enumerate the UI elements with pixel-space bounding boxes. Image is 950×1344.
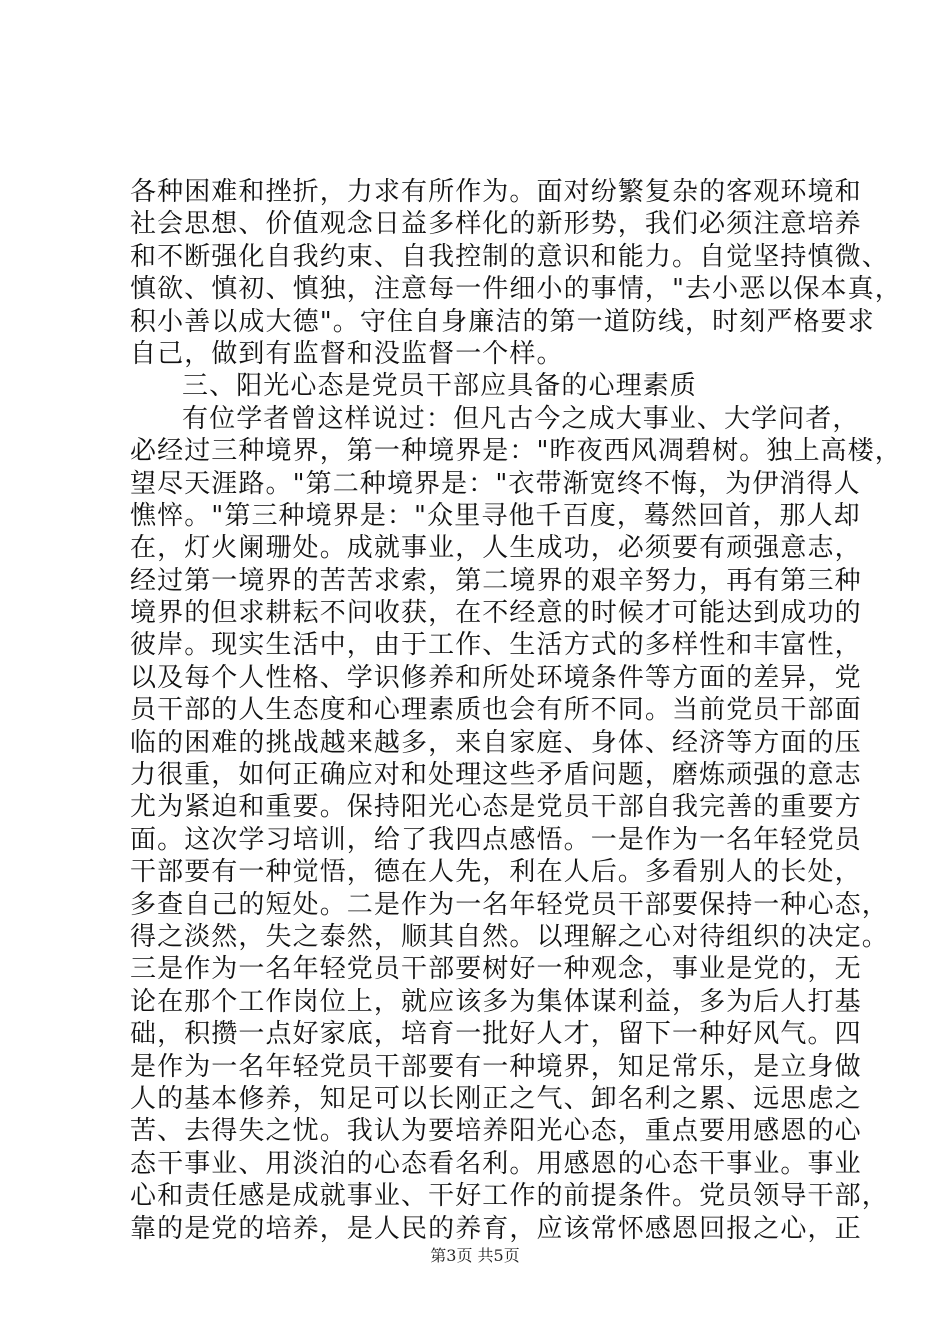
text-line: 慎欲、慎初、慎独，注意每一件细小的事情，"去小恶以保本真， [130, 274, 902, 305]
section-heading: 三、阳光心态是党员干部应具备的心理素质 [182, 371, 697, 402]
text-line: 憔悴。"第三种境界是："众里寻他千百度，蓦然回首，那人却 [130, 500, 861, 531]
text-line: 靠的是党的培养，是人民的养育，应该常怀感恩回报之心，正 [130, 1213, 862, 1244]
text-line: 干部要有一种觉悟，德在人先，利在人后。多看别人的长处， [130, 857, 862, 888]
text-line: 是作为一名年轻党员干部要有一种境界，知足常乐，是立身做 [130, 1051, 862, 1082]
text-line: 经过第一境界的苦苦求索，第二境界的艰辛努力，再有第三种 [130, 565, 862, 596]
text-line: 彼岸。现实生活中，由于工作、生活方式的多样性和丰富性， [130, 630, 862, 661]
text-line: 自己，做到有监督和没监督一个样。 [130, 338, 564, 369]
text-line: 各种困难和挫折，力求有所作为。面对纷繁复杂的客观环境和 [130, 177, 862, 207]
text-line: 面。这次学习培训，给了我四点感悟。一是作为一名年轻党员 [130, 824, 862, 855]
text-line: 社会思想、价值观念日益多样化的新形势，我们必须注意培养 [130, 209, 862, 240]
text-line: 和不断强化自我约束、自我控制的意识和能力。自觉坚持慎微、 [130, 241, 889, 272]
text-line: 多查自己的短处。二是作为一名年轻党员干部要保持一种心态， [130, 889, 889, 920]
text-line: 态干事业、用淡泊的心态看名利。用感恩的心态干事业。事业 [130, 1148, 862, 1179]
text-line: 必经过三种境界，第一种境界是："昨夜西风凋碧树。独上高楼， [130, 436, 902, 467]
text-line: 心和责任感是成就事业、干好工作的前提条件。党员领导干部， [130, 1181, 889, 1212]
text-line: 有位学者曾这样说过：但凡古今之成大事业、大学问者， [182, 403, 860, 434]
text-line: 力很重，如何正确应对和处理这些矛盾问题，磨炼顽强的意志 [130, 760, 862, 791]
text-line: 三是作为一名年轻党员干部要树好一种观念，事业是党的，无 [130, 954, 862, 985]
text-line: 人的基本修养，知足可以长刚正之气、卸名利之累、远思虑之 [130, 1083, 862, 1114]
text-line: 础，积攒一点好家底，培育一批好人才，留下一种好风气。四 [130, 1019, 862, 1050]
body-text [130, 176, 902, 1245]
text-line: 论在那个工作岗位上，就应该多为集体谋利益，多为后人打基 [130, 986, 862, 1017]
text-line: 员干部的人生态度和心理素质也会有所不同。当前党员干部面 [130, 695, 862, 726]
text-line: 望尽天涯路。"第二种境界是："衣带渐宽终不悔，为伊消得人 [130, 468, 861, 499]
text-line: 在，灯火阑珊处。成就事业，人生成功，必须要有顽强意志， [130, 533, 862, 564]
text-line: 以及每个人性格、学识修养和所处环境条件等方面的差异，党 [130, 662, 862, 693]
page-footer: 第3页 共5页 [430, 1246, 520, 1265]
text-line: 境界的但求耕耘不问收获，在不经意的时候才可能达到成功的 [130, 598, 862, 629]
text-line: 尤为紧迫和重要。保持阳光心态是党员干部自我完善的重要方 [130, 792, 862, 823]
text-line: 积小善以成大德"。守住自身廉洁的第一道防线，时刻严格要求 [130, 306, 875, 337]
text-line: 苦、去得失之忧。我认为要培养阳光心态，重点要用感恩的心 [130, 1116, 862, 1147]
text-line: 临的困难的挑战越来越多，来自家庭、身体、经济等方面的压 [130, 727, 862, 758]
text-line: 得之淡然，失之泰然，顺其自然。以理解之心对待组织的决定。 [130, 921, 889, 952]
